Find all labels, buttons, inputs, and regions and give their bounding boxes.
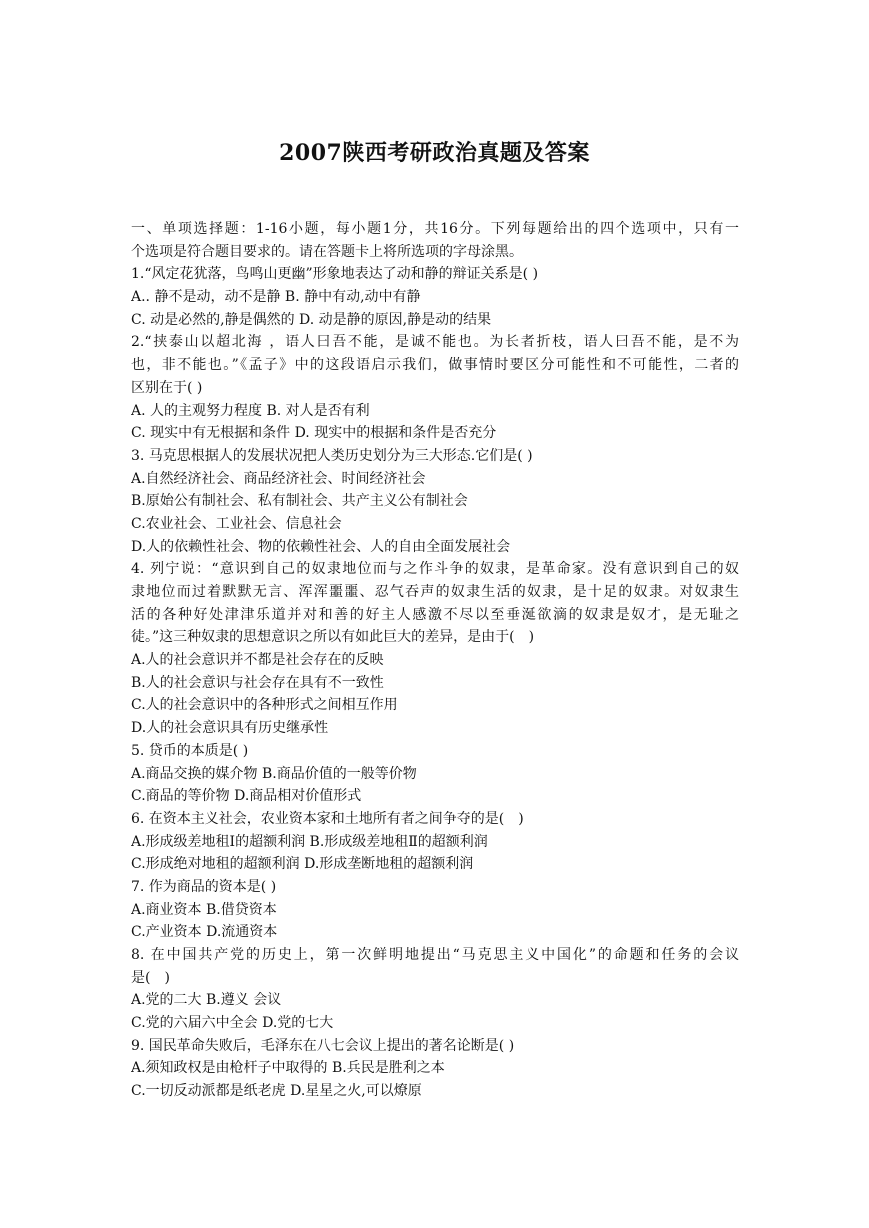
question-line: 也，非不能也。”《孟子》中的这段语启示我们，做事情时要区分可能性和不可能性，二者的 xyxy=(131,357,739,374)
option-line: C. 动是必然的,静是偶然的 D. 动是静的原因,静是动的结果 xyxy=(131,311,492,328)
option-line: A. 人的主观努力程度 B. 对人是否有利 xyxy=(131,402,370,419)
question-line: 活的各种好处津津乐道并对和善的好主人感激不尽以至垂涎欲滴的奴隶是奴才，是无耻之 xyxy=(131,606,739,623)
option-line: C.党的六届六中全会 D.党的七大 xyxy=(131,1015,334,1032)
page-title: 2007陕西考研政治真题及答案 xyxy=(279,140,590,166)
paragraph-line: 一、单项选择题：1-16小题，每小题1分，共16分。下列每题给出的四个选项中，只有一 xyxy=(131,221,739,237)
option-line: C.一切反动派都是纸老虎 D.星星之火,可以燎原 xyxy=(131,1083,422,1100)
question-line: 9. 国民革命失败后，毛泽东在八七会议上提出的著名论断是( ) xyxy=(131,1037,515,1054)
question-line: 7. 作为商品的资本是( ) xyxy=(131,878,277,895)
paragraph-line: 个选项是符合题目要求的。请在答题卡上将所选项的字母涂黑。 xyxy=(131,243,523,260)
question-line: 3. 马克思根据人的发展状况把人类历史划分为三大形态.它们是( ) xyxy=(131,447,533,464)
option-line: A.人的社会意识并不都是社会存在的反映 xyxy=(131,652,384,669)
document-body xyxy=(131,218,739,1103)
question-line: 2.“挟泰山以超北海 ，语人曰吾不能，是诚不能也。为长者折枝，语人曰吾不能，是不为 xyxy=(131,334,739,351)
option-line: C. 现实中有无根据和条件 D. 现实中的根据和条件是否充分 xyxy=(131,425,497,442)
question-line: 徒。”这三种奴隶的思想意识之所以有如此巨大的差异，是由于( ) xyxy=(131,629,535,646)
question-line: 5. 贷币的本质是( ) xyxy=(131,742,249,759)
option-line: C.农业社会、工业社会、信息社会 xyxy=(131,515,342,532)
option-line: B.原始公有制社会、私有制社会、共产主义公有制社会 xyxy=(131,493,468,510)
question-line: 1.“风定花犹落，鸟鸣山更幽”形象地表达了动和静的辩证关系是( ) xyxy=(131,266,539,283)
option-line: D.人的社会意识具有历史继承性 xyxy=(131,720,329,737)
question-line: 8. 在中国共产党的历史上，第一次鲜明地提出“马克思主义中国化”的命题和任务的会议 xyxy=(131,947,739,963)
option-line: A.. 静不是动，动不是静 B. 静中有动,动中有静 xyxy=(131,289,421,306)
question-line: 6. 在资本主义社会，农业资本家和土地所有者之间争夺的是( ) xyxy=(131,810,524,827)
option-line: C.形成绝对地租的超额利润 D.形成垄断地租的超额利润 xyxy=(131,856,474,873)
option-line: B.人的社会意识与社会存在具有不一致性 xyxy=(131,674,384,691)
option-line: C.产业资本 D.流通资本 xyxy=(131,924,278,941)
option-line: D.人的依赖性社会、物的依赖性社会、人的自由全面发展社会 xyxy=(131,538,511,555)
option-line: C.人的社会意识中的各种形式之间相互作用 xyxy=(131,697,398,714)
question-line: 隶地位而过着默默无言、浑浑噩噩、忍气吞声的奴隶生活的奴隶，是十足的奴隶。对奴隶生 xyxy=(131,584,739,600)
option-line: A.自然经济社会、商品经济社会、时间经济社会 xyxy=(131,470,426,487)
option-line: A.须知政权是由枪杆子中取得的 B.兵民是胜利之本 xyxy=(131,1060,445,1077)
option-line: A.党的二大 B.遵义 会议 xyxy=(131,992,282,1009)
option-line: A.形成级差地租Ⅰ的超额利润 B.形成级差地租Ⅱ的超额利润 xyxy=(131,833,488,850)
question-line: 区别在于( ) xyxy=(131,379,203,396)
question-line: 是( ) xyxy=(131,969,170,986)
option-line: C.商品的等价物 D.商品相对价值形式 xyxy=(131,788,362,805)
option-line: A.商业资本 B.借贷资本 xyxy=(131,901,277,918)
question-line: 4. 列宁说：“意识到自己的奴隶地位而与之作斗争的奴隶，是革命家。没有意识到自己的奴 xyxy=(131,561,739,578)
option-line: A.商品交换的媒介物 B.商品价值的一般等价物 xyxy=(131,765,417,782)
